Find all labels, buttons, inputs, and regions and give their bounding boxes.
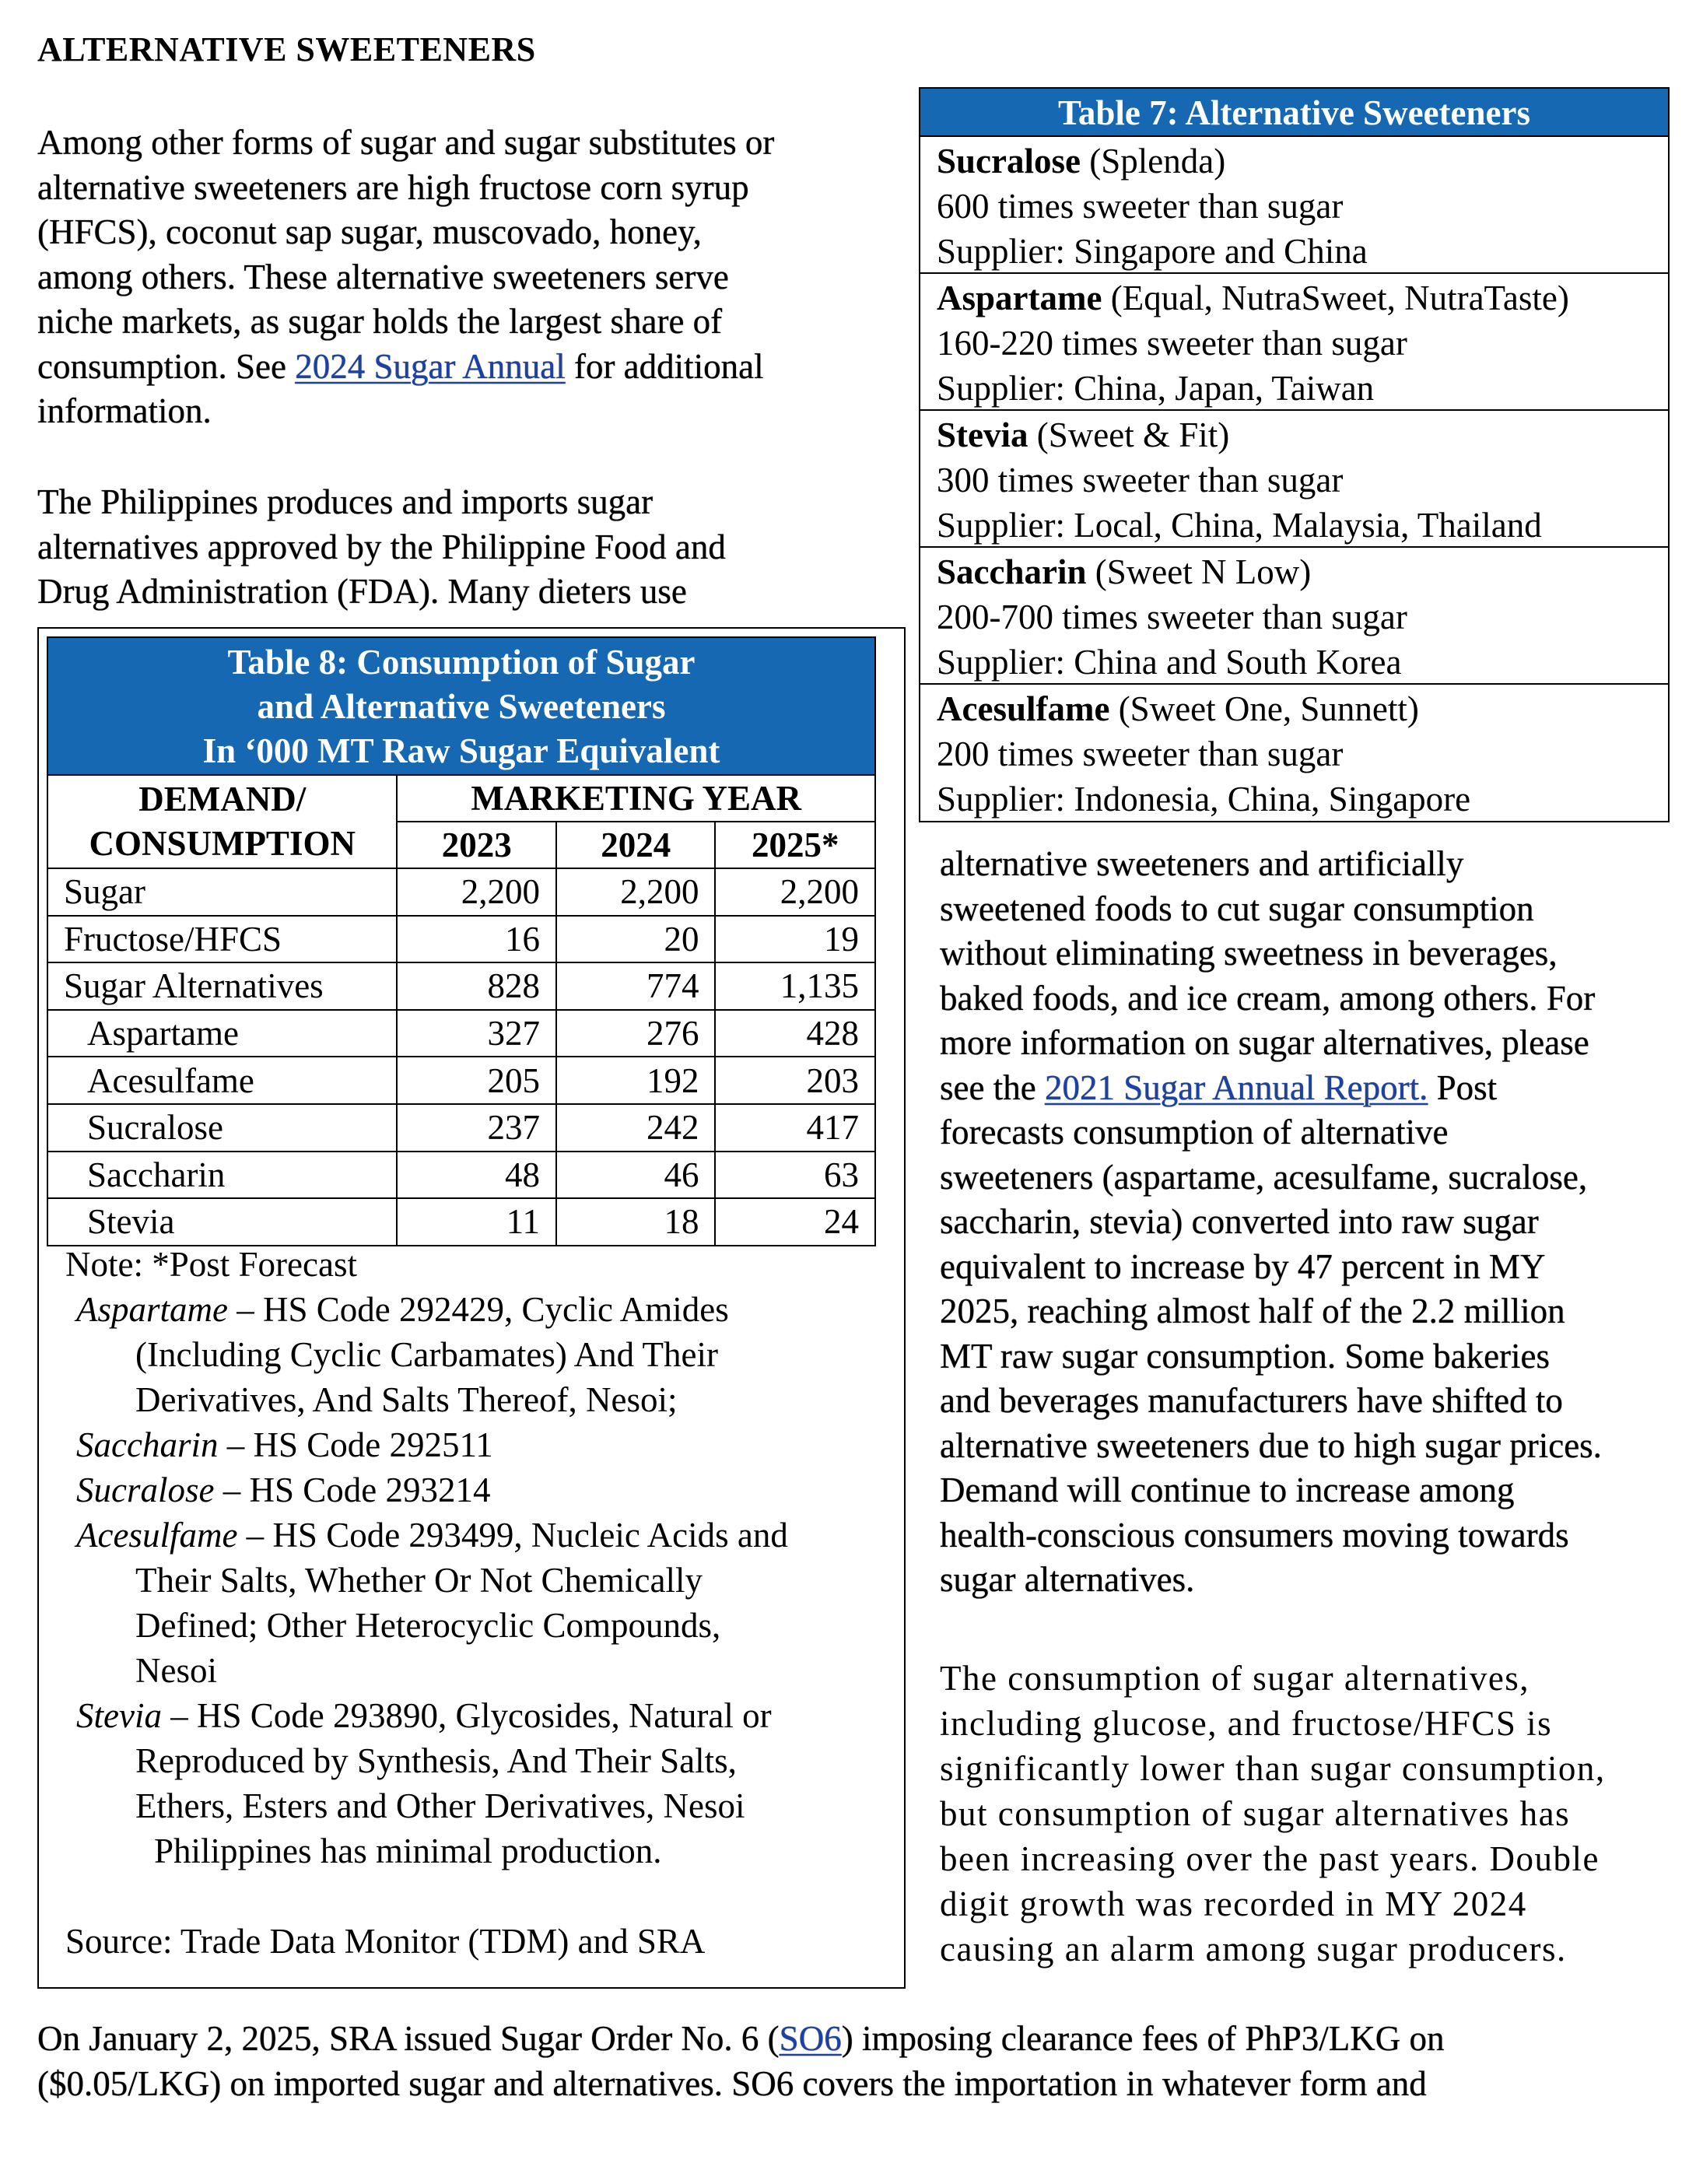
text-line: been increasing over the past years. Double (940, 1839, 1600, 1878)
text-line: health-conscious consumers moving towards (940, 1515, 1569, 1555)
row-value: 242 (556, 1104, 716, 1152)
row-value: 276 (556, 1010, 716, 1057)
table-row (47, 1010, 875, 1057)
text-line: Their Salts, Whether Or Not Chemically (135, 1561, 703, 1600)
text-line: MT raw sugar consumption. Some bakeries (940, 1336, 1551, 1376)
sweetener-cell-aspartame (920, 274, 1668, 411)
text-line: significantly lower than sugar consumption, (940, 1749, 1606, 1788)
row-label: Sugar Alternatives (47, 962, 397, 1010)
row-label: Sucralose (47, 1104, 397, 1152)
text-line: information. (37, 391, 212, 430)
row-label: Acesulfame (47, 1057, 397, 1104)
table-title-line: and Alternative Sweeteners (257, 687, 666, 726)
source-note: Source: Trade Data Monitor (TDM) and SRA (65, 1922, 706, 1961)
table-7-title: Table 7: Alternative Sweeteners (920, 89, 1668, 137)
text-line: niche markets, as sugar holds the largest share of (37, 302, 723, 341)
supplier-list: Supplier: China, Japan, Taiwan (937, 369, 1375, 408)
table-8-notes (65, 1242, 788, 1964)
row-value: 192 (556, 1057, 716, 1104)
intro-paragraph (37, 121, 774, 434)
text-line: Defined; Other Heterocyclic Compounds, (135, 1606, 721, 1645)
sweetener-cell-sucralose (920, 137, 1668, 274)
row-value: 11 (397, 1198, 556, 1246)
text-line: among others. These alternative sweeteners serve (37, 257, 729, 296)
row-value: 774 (556, 962, 716, 1010)
sweetener-brands: (Splenda) (1081, 142, 1226, 181)
sweetener-brands: (Sweet One, Sunnett) (1109, 689, 1419, 728)
row-label: Saccharin (47, 1152, 397, 1199)
text-line: sugar alternatives. (940, 1560, 1195, 1599)
text-line: Demand will continue to increase among (940, 1471, 1515, 1509)
row-label: Stevia (47, 1198, 397, 1246)
sweetener-cell-stevia (920, 411, 1668, 548)
supplier-list: Supplier: Local, China, Malaysia, Thailand (937, 506, 1542, 545)
table-row (47, 962, 875, 1010)
row-value: 203 (715, 1057, 875, 1104)
row-label: Sugar (47, 868, 397, 916)
text-line: including glucose, and fructose/HFCS is (940, 1704, 1553, 1743)
text-line: sweeteners (aspartame, acesulfame, sucralose, (940, 1157, 1588, 1197)
marketing-year-header: MARKETING YEAR (397, 775, 875, 822)
sugar-annual-2024-link[interactable]: 2024 Sugar Annual (295, 346, 566, 386)
text-line: see the 2021 Sugar Annual Report. Post (940, 1067, 1498, 1107)
text-line: (HFCS), coconut sap sugar, muscovado, honey, (37, 212, 702, 251)
row-value: 63 (715, 1152, 875, 1199)
sweetness-ratio: 600 times sweeter than sugar (937, 187, 1344, 226)
text-line: (Including Cyclic Carbamates) And Their (135, 1335, 718, 1374)
text-line: Philippines has minimal production. (154, 1832, 662, 1870)
row-value: 2,200 (397, 868, 556, 916)
table-row (47, 1152, 875, 1199)
text-line: alternative sweeteners are high fructose corn syrup (37, 167, 749, 207)
sweetness-ratio: 300 times sweeter than sugar (937, 461, 1344, 500)
sweetener-brands: (Sweet & Fit) (1028, 415, 1230, 454)
text-line: baked foods, and ice cream, among others. For (940, 978, 1596, 1018)
text-line: ($0.05/LKG) on imported sugar and alternatives. SO6 covers the importation in whatever form and (37, 2063, 1427, 2103)
text-line (65, 1874, 788, 1919)
row-value: 20 (556, 916, 716, 963)
text-line: more information on sugar alternatives, please (940, 1023, 1589, 1062)
text-line: digit growth was recorded in MY 2024 (940, 1884, 1527, 1923)
row-value: 48 (397, 1152, 556, 1199)
hs-code-note: Aspartame – HS Code 292429, Cyclic Amides (76, 1290, 729, 1329)
supplier-list: Supplier: China and South Korea (937, 643, 1402, 682)
sweetener-cell-saccharin (920, 548, 1668, 685)
sweetener-name: Saccharin (937, 552, 1087, 591)
row-label: Fructose/HFCS (47, 916, 397, 963)
sweetener-brands: (Sweet N Low) (1086, 552, 1312, 591)
text-line: sweetened foods to cut sugar consumption (940, 889, 1534, 928)
consumption-paragraph (940, 1656, 1606, 1972)
row-value: 1,135 (715, 962, 875, 1010)
sweetness-ratio: 200 times sweeter than sugar (937, 734, 1344, 773)
so6-link[interactable]: SO6 (779, 2019, 842, 2058)
row-value: 417 (715, 1104, 875, 1152)
row-value: 428 (715, 1010, 875, 1057)
sugar-annual-report-2021-link[interactable]: 2021 Sugar Annual Report. (1044, 1067, 1428, 1107)
table-8-title (47, 637, 875, 775)
table-row (47, 868, 875, 916)
text-line: alternative sweeteners and artificially (940, 844, 1464, 883)
text-line: causing an alarm among sugar producers. (940, 1930, 1567, 1968)
sweetener-brands: (Equal, NutraSweet, NutraTaste) (1102, 279, 1569, 317)
row-value: 19 (715, 916, 875, 963)
dieters-paragraph (940, 842, 1602, 1603)
text-line: 2025, reaching almost half of the 2.2 million (940, 1292, 1565, 1330)
table-title-line: In ‘000 MT Raw Sugar Equivalent (202, 731, 720, 770)
sweetener-name: Acesulfame (937, 689, 1110, 728)
text-line: Among other forms of sugar and sugar substitutes or (37, 123, 775, 162)
text-line: forecasts consumption of alternative (940, 1113, 1449, 1152)
text-line: Nesoi (135, 1651, 217, 1690)
table-8-consumption (47, 636, 876, 1246)
section-heading: ALTERNATIVE SWEETENERS (37, 30, 536, 68)
text-line: alternative sweeteners due to high sugar prices. (940, 1425, 1602, 1465)
sugar-order-paragraph (37, 2017, 1445, 2106)
hs-code-note: Sucralose – HS Code 293214 (76, 1471, 491, 1509)
demand-column-header: DEMAND/ CONSUMPTION (47, 775, 397, 868)
sweetness-ratio: 200-700 times sweeter than sugar (937, 598, 1407, 636)
philippines-paragraph (37, 480, 726, 615)
text-line: alternatives approved by the Philippine Food and (37, 527, 726, 566)
text-line: The consumption of sugar alternatives, (940, 1659, 1530, 1698)
sweetener-cell-acesulfame (920, 685, 1668, 822)
text-line: Reproduced by Synthesis, And Their Salts, (135, 1741, 737, 1780)
table-row (47, 1057, 875, 1104)
text-line: equivalent to increase by 47 percent in MY (940, 1246, 1546, 1286)
text-line: consumption. See 2024 Sugar Annual for additional (37, 346, 764, 386)
row-value: 18 (556, 1198, 716, 1246)
text-line: without eliminating sweetness in beverages, (940, 934, 1558, 973)
hs-code-note: Stevia – HS Code 293890, Glycosides, Natural or (76, 1696, 772, 1735)
table-title-line: Table 8: Consumption of Sugar (227, 643, 696, 682)
sweetness-ratio: 160-220 times sweeter than sugar (937, 324, 1407, 363)
row-value: 2,200 (556, 868, 716, 916)
supplier-list: Supplier: Singapore and China (937, 232, 1368, 271)
supplier-list: Supplier: Indonesia, China, Singapore (937, 780, 1471, 819)
text-line: and beverages manufacturers have shifted to (940, 1381, 1563, 1420)
row-value: 828 (397, 962, 556, 1010)
row-value: 2,200 (715, 868, 875, 916)
text-line: The Philippines produces and imports sugar (37, 482, 654, 521)
sweetener-name: Stevia (937, 415, 1028, 454)
table-7-alternative-sweeteners (919, 87, 1670, 822)
year-header: 2025* (715, 822, 875, 868)
table-row (47, 1198, 875, 1246)
sweetener-name: Sucralose (937, 142, 1081, 181)
row-value: 24 (715, 1198, 875, 1246)
forecast-note: Note: *Post Forecast (65, 1245, 357, 1284)
hs-code-note: Saccharin – HS Code 292511 (76, 1425, 493, 1464)
hs-code-note: Acesulfame – HS Code 293499, Nucleic Acids and (76, 1516, 788, 1555)
row-value: 327 (397, 1010, 556, 1057)
text-line: saccharin, stevia) converted into raw sugar (940, 1202, 1539, 1241)
text-line: but consumption of sugar alternatives has (940, 1794, 1571, 1833)
sweetener-name: Aspartame (937, 279, 1102, 317)
table-row (47, 1104, 875, 1152)
row-value: 46 (556, 1152, 716, 1199)
text-line: Ethers, Esters and Other Derivatives, Nesoi (135, 1786, 745, 1825)
text-line: Drug Administration (FDA). Many dieters use (37, 572, 687, 611)
row-value: 237 (397, 1104, 556, 1152)
row-value: 205 (397, 1057, 556, 1104)
text-line: Derivatives, And Salts Thereof, Nesoi; (135, 1380, 678, 1419)
row-label: Aspartame (47, 1010, 397, 1057)
row-value: 16 (397, 916, 556, 963)
year-header: 2023 (397, 822, 556, 868)
text-line: On January 2, 2025, SRA issued Sugar Order No. 6 (SO6) imposing clearance fees of PhP3/LKG on (37, 2019, 1445, 2058)
table-row (47, 916, 875, 963)
year-header: 2024 (556, 822, 716, 868)
